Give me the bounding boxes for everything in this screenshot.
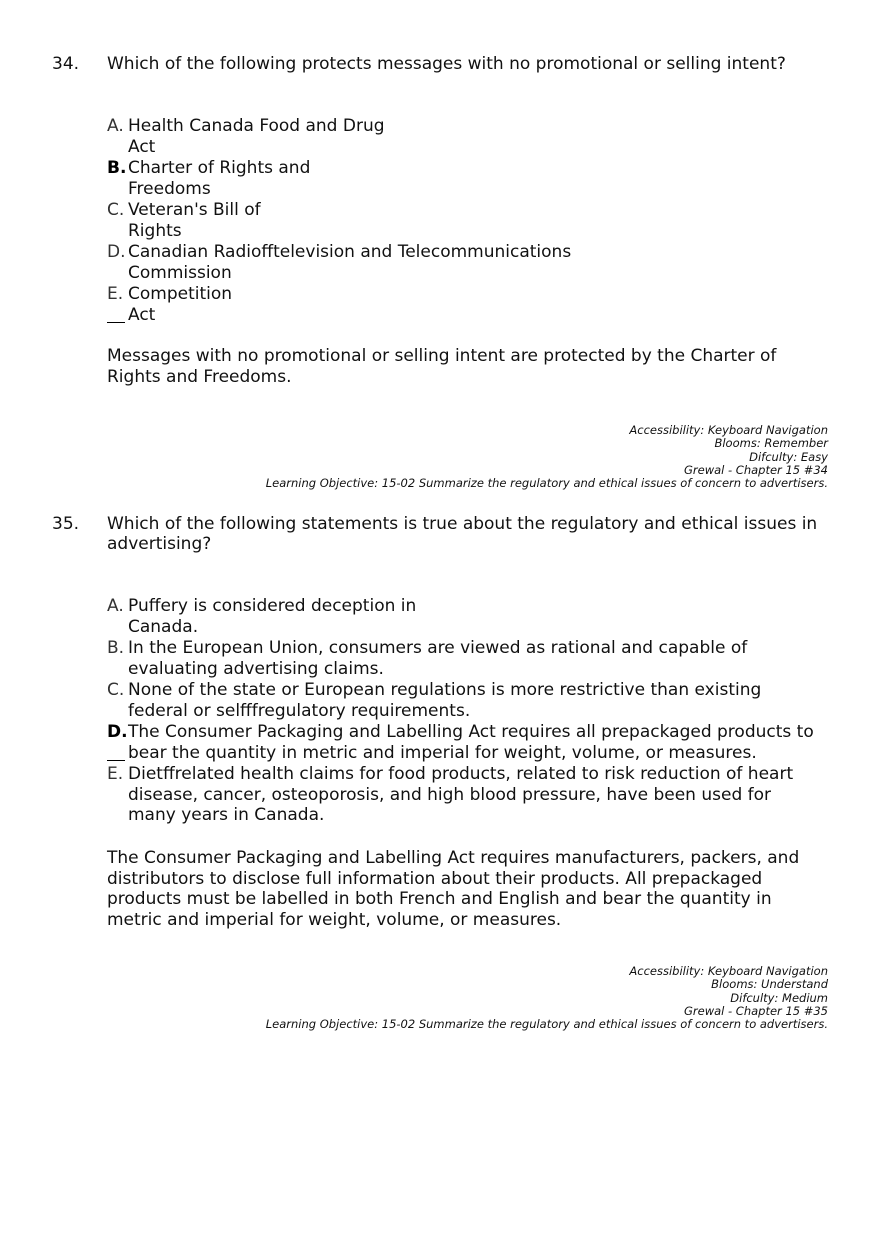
answer-explanation: The Consumer Packaging and Labelling Act requires manufacturers, packers, and distributors to disclose full information about their products. All prepackaged products must be labelled in both French and English and bear the quantity in metric and imperial for weight, volume, or measures.	[107, 848, 800, 930]
option-d-correct	[107, 722, 814, 763]
question-metadata	[266, 965, 828, 1031]
meta-accessibility: Accessibility: Keyboard Navigation	[629, 423, 828, 437]
meta-objective: Learning Objective: 15-02 Summarize the regulatory and ethical issues of concern to advertisers.	[265, 1017, 828, 1032]
option-e	[107, 284, 571, 325]
answer-options	[107, 116, 571, 326]
option-letter: E.	[107, 284, 124, 304]
option-a	[107, 116, 571, 157]
option-b-correct	[107, 158, 571, 199]
question-number: 35.	[52, 514, 80, 534]
meta-difficulty: Difculty: Medium	[730, 990, 828, 1005]
option-d	[107, 242, 571, 283]
answer-blank-line	[107, 760, 125, 761]
option-letter: A.	[107, 596, 124, 616]
option-letter: B.	[107, 158, 127, 178]
option-text: Veteran's Bill of Rights	[128, 200, 261, 241]
answer-options	[107, 596, 814, 827]
option-text: Puffery is considered deception in Canada.	[128, 596, 417, 637]
question-number: 34.	[52, 54, 80, 74]
option-text: The Consumer Packaging and Labelling Act requires all prepackaged products to bear the quantity in metric and imperial for weight, volume, or measures.	[128, 722, 814, 763]
option-letter: D.	[107, 722, 128, 742]
option-text: Health Canada Food and Drug Act	[128, 116, 385, 157]
option-letter: D.	[107, 242, 126, 262]
meta-source: Grewal - Chapter 15 #35	[683, 1003, 828, 1018]
option-b	[107, 638, 814, 679]
meta-difficulty: Difculty: Easy	[749, 449, 828, 464]
option-c	[107, 200, 571, 241]
option-text: None of the state or European regulations is more restrictive than existing federal or selfffregulatory requirements.	[128, 680, 762, 721]
meta-objective: Learning Objective: 15-02 Summarize the regulatory and ethical issues of concern to advertisers.	[265, 476, 828, 491]
option-letter: C.	[107, 200, 125, 220]
meta-blooms: Blooms: Understand	[711, 977, 828, 992]
option-letter: E.	[107, 764, 124, 784]
question-metadata	[266, 424, 828, 490]
option-text: Charter of Rights and Freedoms	[128, 158, 311, 199]
option-letter: A.	[107, 116, 124, 136]
option-text: Dietffrelated health claims for food products, related to risk reduction of heart disease, cancer, osteoporosis, and high blood pressure, have been used for many years in Canada.	[128, 764, 794, 825]
answer-blank-line	[107, 322, 125, 323]
answer-explanation: Messages with no promotional or selling intent are protected by the Charter of Rights and Freedoms.	[107, 346, 777, 387]
meta-source: Grewal - Chapter 15 #34	[683, 462, 828, 477]
option-text: Canadian Radiofftelevision and Telecommunications Commission	[128, 242, 572, 283]
question-text: Which of the following protects messages with no promotional or selling intent?	[107, 54, 786, 74]
option-letter: B.	[107, 638, 125, 658]
meta-blooms: Blooms: Remember	[714, 436, 828, 451]
option-letter: C.	[107, 680, 125, 700]
meta-accessibility: Accessibility: Keyboard Navigation	[629, 964, 828, 978]
option-e	[107, 764, 814, 826]
option-c	[107, 680, 814, 721]
option-text: Competition Act	[128, 284, 233, 325]
question-text: Which of the following statements is true about the regulatory and ethical issues in advertising?	[107, 514, 818, 554]
option-text: In the European Union, consumers are viewed as rational and capable of evaluating advertising claims.	[128, 638, 748, 679]
option-a	[107, 596, 814, 637]
